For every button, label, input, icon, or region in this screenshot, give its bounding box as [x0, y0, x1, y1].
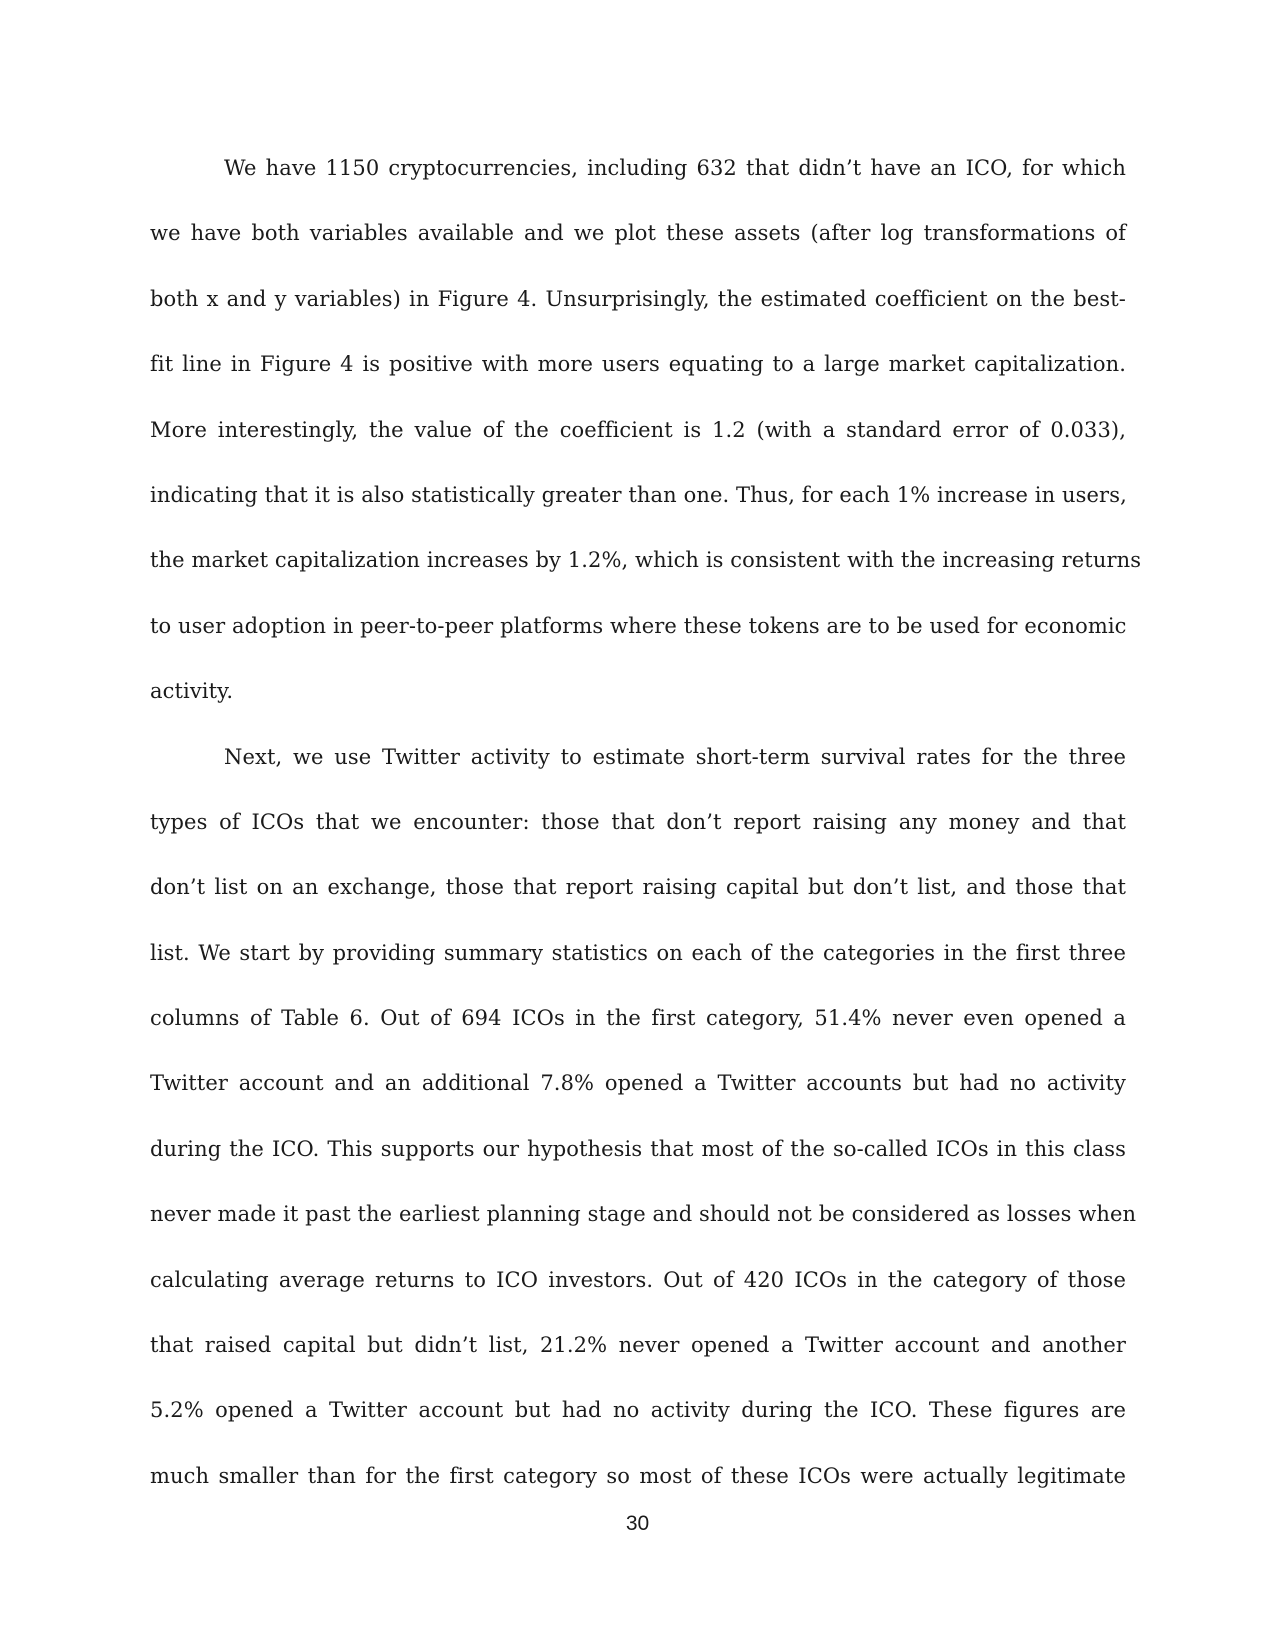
paragraph-1-line-7: the market capitalization increases by 1.2%, which is consistent with the increasing returns	[150, 548, 1142, 573]
paragraph-1-line-1: We have 1150 cryptocurrencies, including 632 that didn’t have an ICO, for which	[224, 156, 1126, 180]
paragraph-1-line-9: activity.	[150, 679, 234, 704]
paragraph-2-line-7: during the ICO. This supports our hypothesis that most of the so-called ICOs in this class	[150, 1136, 1126, 1161]
paragraph-2-line-4: list. We start by providing summary statistics on each of the categories in the first three	[150, 940, 1126, 965]
paragraph-2-line-3: don’t list on an exchange, those that report raising capital but don’t list, and those that	[150, 875, 1126, 900]
paragraph-2-line-12: much smaller than for the first category so most of these ICOs were actually legitimate	[150, 1463, 1126, 1488]
paragraph-1-line-8: to user adoption in peer-to-peer platforms where these tokens are to be used for economic	[150, 613, 1127, 638]
paragraph-2-line-6: Twitter account and an additional 7.8% opened a Twitter accounts but had no activity	[150, 1071, 1126, 1096]
paragraph-2-line-11: 5.2% opened a Twitter account but had no activity during the ICO. These figures are	[150, 1398, 1126, 1423]
page-number: 30	[625, 1512, 650, 1535]
paragraph-1-line-5: More interestingly, the value of the coefficient is 1.2 (with a standard error of 0.033),	[150, 417, 1126, 442]
body-text	[150, 136, 1142, 1509]
paragraph-2-line-9: calculating average returns to ICO investors. Out of 420 ICOs in the category of those	[150, 1267, 1126, 1292]
paragraph-2-line-2: types of ICOs that we encounter: those that don’t report raising any money and that	[150, 809, 1126, 834]
paragraph-2-line-10: that raised capital but didn’t list, 21.2% never opened a Twitter account and another	[150, 1333, 1126, 1358]
paragraph-1-line-3: both x and y variables) in Figure 4. Unsurprisingly, the estimated coefficient on the best-	[150, 286, 1126, 311]
paragraph-1-line-2: we have both variables available and we plot these assets (after log transformations of	[150, 221, 1126, 246]
paragraph-2-line-1: Next, we use Twitter activity to estimate short-term survival rates for the three	[224, 744, 1126, 769]
paragraph-2-line-5: columns of Table 6. Out of 694 ICOs in the first category, 51.4% never even opened a	[150, 1006, 1126, 1031]
paragraph-1-line-6: indicating that it is also statistically greater than one. Thus, for each 1% increase in users,	[150, 482, 1127, 507]
paragraph-2-line-8: never made it past the earliest planning stage and should not be considered as losses when	[150, 1202, 1137, 1227]
paragraph-1-line-4: fit line in Figure 4 is positive with more users equating to a large market capitalization.	[150, 352, 1126, 377]
